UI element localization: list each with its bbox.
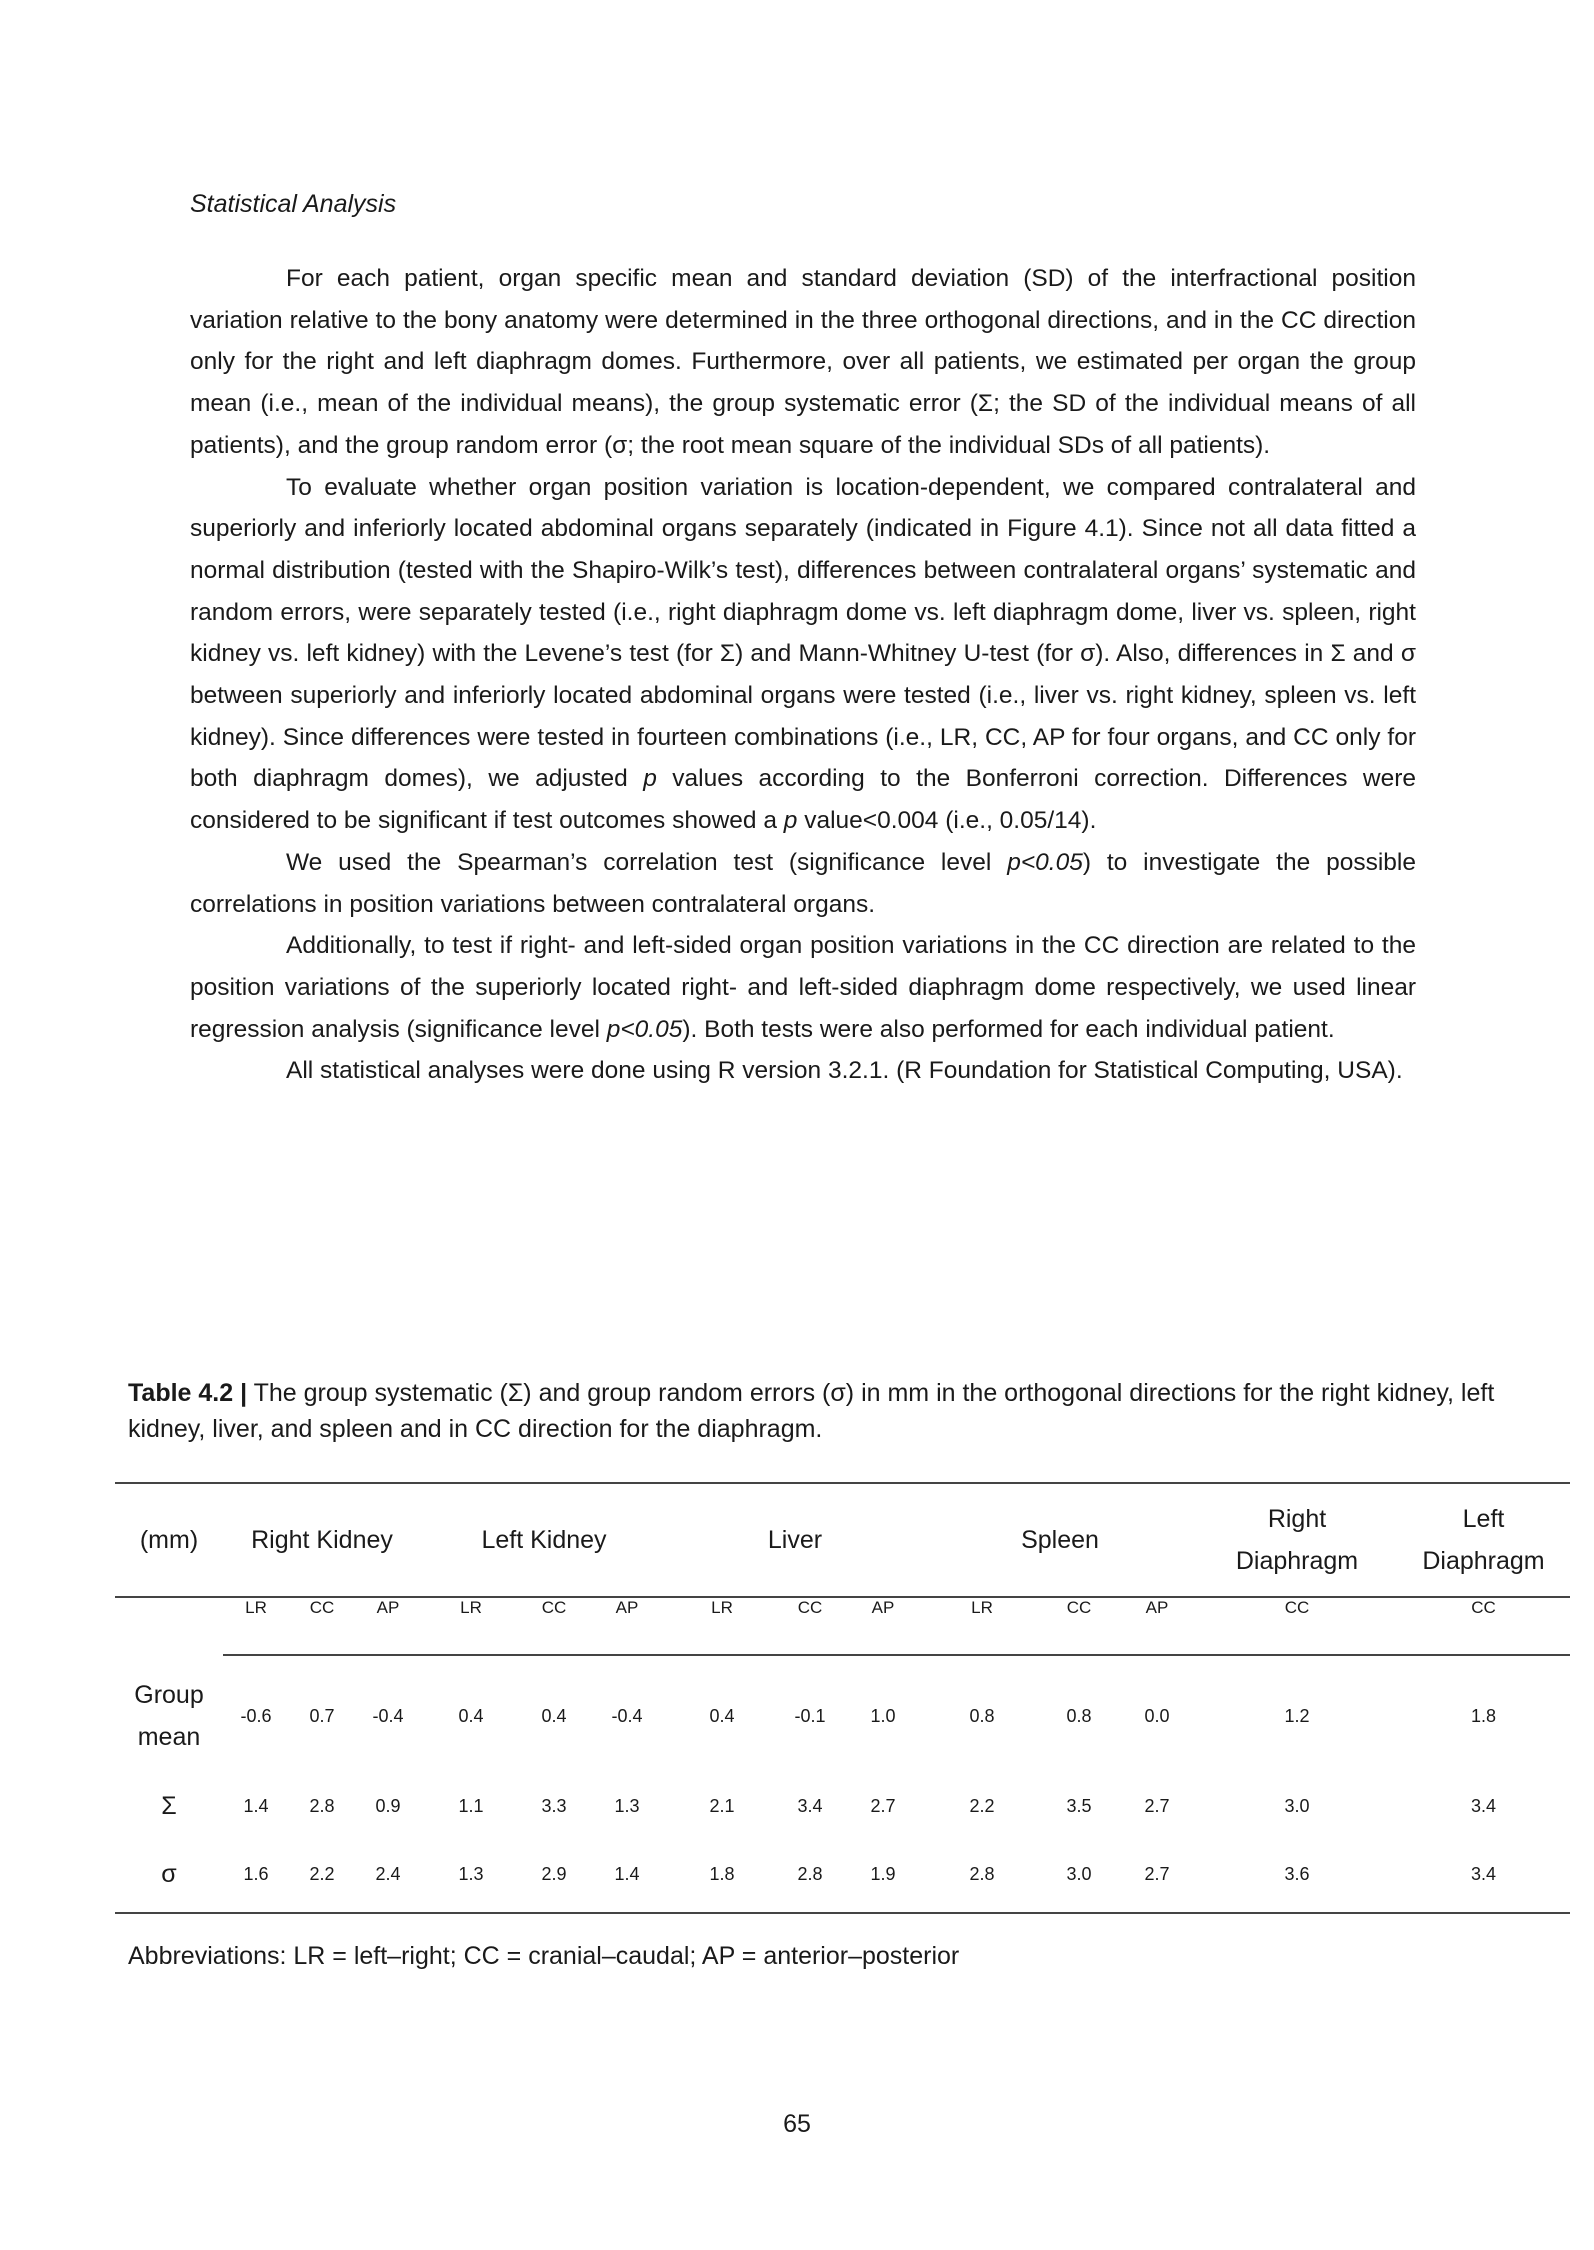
table-cell: 2.4 bbox=[355, 1836, 421, 1913]
table-cell: 0.8 bbox=[923, 1655, 1041, 1776]
row-label-line: mean bbox=[137, 1722, 201, 1751]
table-caption bbox=[128, 1375, 1508, 1447]
direction-header-row bbox=[115, 1597, 1570, 1655]
paragraph-4-text-a: Additionally, to test if right- and left-sided organ position variations in the CC direction are related to the position variations of the superiorly located right- and left-sided diaphragm dome respectively, we used linear regression analysis (significance level bbox=[190, 932, 1416, 1043]
table-cell: 1.3 bbox=[614, 1795, 640, 1816]
table-cell: 2.7 bbox=[1117, 1836, 1197, 1913]
organ-header-left-kidney: Left Kidney bbox=[421, 1483, 667, 1597]
table-cell: 1.8 bbox=[667, 1836, 777, 1913]
header-line: Left bbox=[1462, 1505, 1505, 1533]
table-cell: 3.6 bbox=[1197, 1836, 1397, 1913]
table-abbreviations: Abbreviations: LR = left–right; CC = cranial–caudal; AP = anterior–posterior bbox=[128, 1942, 960, 1970]
row-label bbox=[115, 1655, 223, 1776]
data-table bbox=[115, 1482, 1570, 1914]
page-number: 65 bbox=[783, 2110, 811, 2138]
table-caption-label: Table 4.2 | bbox=[128, 1379, 248, 1407]
direction-header: CC bbox=[777, 1597, 843, 1655]
table-cell: 3.4 bbox=[1470, 1795, 1497, 1816]
table-cell: 2.2 bbox=[969, 1795, 995, 1816]
direction-header: CC bbox=[1197, 1597, 1397, 1655]
table-cell: 2.7 bbox=[870, 1795, 896, 1816]
section-heading: Statistical Analysis bbox=[190, 190, 397, 218]
table-row-group-mean bbox=[115, 1655, 1570, 1776]
p-symbol: p bbox=[643, 765, 657, 793]
table-cell: 1.0 bbox=[843, 1655, 923, 1776]
direction-header: CC bbox=[521, 1597, 587, 1655]
direction-header: AP bbox=[587, 1597, 667, 1655]
row-label: Σ bbox=[161, 1792, 177, 1820]
table-cell: 2.8 bbox=[309, 1795, 335, 1816]
direction-header-blank bbox=[115, 1597, 223, 1655]
table-cell: 0.4 bbox=[667, 1655, 777, 1776]
paragraph-2-text-a: To evaluate whether organ position variation is location-dependent, we compared contralateral and superiorly and inferiorly located abdominal organs separately (indicated in Figure 4.1). Since not all data fitted a normal distribution (tested with the Shapiro-Wilk’s test), differences between contralateral organs’ systematic and random errors, were separately tested (i.e., right diaphragm dome vs. left diaphragm dome, liver vs. spleen, right kidney vs. left kidney) with the Levene’s test (for Σ) and Mann-Whitney U-test (for σ). Also, differences in Σ and σ between superiorly and inferiorly located abdominal organs were tested (i.e., liver vs. right kidney, spleen vs. left kidney). Since differences were tested in fourteen combinations (i.e., LR, CC, AP for four organs, and CC only for both diaphragm domes), we adjusted bbox=[190, 473, 1416, 793]
organ-header-row bbox=[115, 1483, 1570, 1597]
table-cell: 2.1 bbox=[709, 1795, 735, 1816]
table-cell: 3.3 bbox=[541, 1795, 567, 1816]
table-cell: 3.5 bbox=[1066, 1795, 1092, 1816]
paragraph-4 bbox=[190, 925, 1416, 1050]
significance-level: p<0.05 bbox=[1007, 848, 1083, 876]
header-line: Diaphragm bbox=[1422, 1547, 1545, 1575]
paragraph-3-text-a: We used the Spearman’s correlation test (significance level bbox=[286, 848, 1008, 876]
organ-header-right-kidney: Right Kidney bbox=[223, 1483, 421, 1597]
direction-header: AP bbox=[843, 1597, 923, 1655]
paragraph-3-text-b: ) to investigate the possible correlations in position variations between contralateral organs. bbox=[190, 848, 1416, 918]
organ-header-left-diaphragm bbox=[1397, 1483, 1570, 1597]
table-cell: 1.1 bbox=[458, 1795, 484, 1816]
direction-header: AP bbox=[355, 1597, 421, 1655]
organ-header-spleen: Spleen bbox=[923, 1483, 1197, 1597]
table-cell: 2.8 bbox=[777, 1836, 843, 1913]
table-cell: -0.1 bbox=[777, 1655, 843, 1776]
table-cell: 0.8 bbox=[1041, 1655, 1117, 1776]
table-cell: 2.2 bbox=[289, 1836, 355, 1913]
direction-header: LR bbox=[923, 1597, 1041, 1655]
organ-header-right-diaphragm bbox=[1197, 1483, 1397, 1597]
table-cell: 1.4 bbox=[243, 1795, 269, 1816]
direction-header: CC bbox=[1041, 1597, 1117, 1655]
direction-header: CC bbox=[1397, 1597, 1570, 1655]
header-line: Diaphragm bbox=[1235, 1547, 1359, 1575]
table-cell: 0.9 bbox=[375, 1795, 401, 1816]
direction-header: LR bbox=[223, 1597, 289, 1655]
row-label: σ bbox=[115, 1836, 223, 1913]
significance-level: p<0.05 bbox=[606, 1015, 683, 1043]
table-cell: 1.3 bbox=[421, 1836, 521, 1913]
table-cell: 3.0 bbox=[1284, 1795, 1310, 1816]
unit-header: (mm) bbox=[115, 1483, 223, 1597]
paragraph-3 bbox=[190, 842, 1416, 925]
table-cell: 3.4 bbox=[797, 1795, 823, 1816]
table-cell: 2.7 bbox=[1144, 1795, 1170, 1816]
table-cell: 0.0 bbox=[1117, 1655, 1197, 1776]
table-cell: 1.2 bbox=[1197, 1655, 1397, 1776]
organ-header-liver: Liver bbox=[667, 1483, 923, 1597]
paragraph-4-text-b: ). Both tests were also performed for each individual patient. bbox=[682, 1015, 1335, 1043]
direction-header: LR bbox=[421, 1597, 521, 1655]
table-cell: -0.4 bbox=[355, 1655, 421, 1776]
table-cell: 3.0 bbox=[1041, 1836, 1117, 1913]
table-cell: 2.9 bbox=[521, 1836, 587, 1913]
table-cell: 1.9 bbox=[843, 1836, 923, 1913]
table-cell: 0.4 bbox=[421, 1655, 521, 1776]
table-cell: 3.4 bbox=[1397, 1836, 1570, 1913]
p-symbol: p bbox=[783, 807, 798, 835]
table-row-systematic-error bbox=[115, 1776, 1570, 1836]
table-cell: 1.4 bbox=[587, 1836, 667, 1913]
row-label-line: Group bbox=[134, 1680, 204, 1709]
direction-header: LR bbox=[667, 1597, 777, 1655]
table-cell: -0.4 bbox=[587, 1655, 667, 1776]
table-cell: 1.6 bbox=[223, 1836, 289, 1913]
direction-header: AP bbox=[1117, 1597, 1197, 1655]
table-row-random-error bbox=[115, 1836, 1570, 1913]
table-cell: 0.4 bbox=[521, 1655, 587, 1776]
table-cell: -0.6 bbox=[223, 1655, 289, 1776]
table-cell: 1.8 bbox=[1397, 1655, 1570, 1776]
paragraph-2-text-c: value<0.004 (i.e., 0.05/14). bbox=[797, 807, 1097, 835]
direction-header: CC bbox=[289, 1597, 355, 1655]
table-cell: 2.8 bbox=[923, 1836, 1041, 1913]
paragraph-2 bbox=[190, 467, 1416, 842]
paragraph-5: All statistical analyses were done using R version 3.2.1. (R Foundation for Statistical Computing, USA). bbox=[286, 1057, 1403, 1085]
body-text bbox=[190, 258, 1416, 1092]
table-caption-text: The group systematic (Σ) and group random errors (σ) in mm in the orthogonal directions for the right kidney, left kidney, liver, and spleen and in CC direction for the diaphragm. bbox=[128, 1379, 1495, 1443]
table-cell: 0.7 bbox=[289, 1655, 355, 1776]
header-line: Right bbox=[1267, 1505, 1327, 1533]
paragraph-1: For each patient, organ specific mean and standard deviation (SD) of the interfractional position variation relative to the bony anatomy were determined in the three orthogonal directions, and in the CC direction only for the right and left diaphragm domes. Furthermore, over all patients, we estimated per organ the group mean (i.e., mean of the individual means), the group systematic error (Σ; the SD of the individual means of all patients), and the group random error (σ; the root mean square of the individual SDs of all patients). bbox=[190, 265, 1416, 459]
paragraph-2-text-b: values according to the Bonferroni correction. Differences were considered to be significant if test outcomes showed a bbox=[190, 765, 1417, 835]
